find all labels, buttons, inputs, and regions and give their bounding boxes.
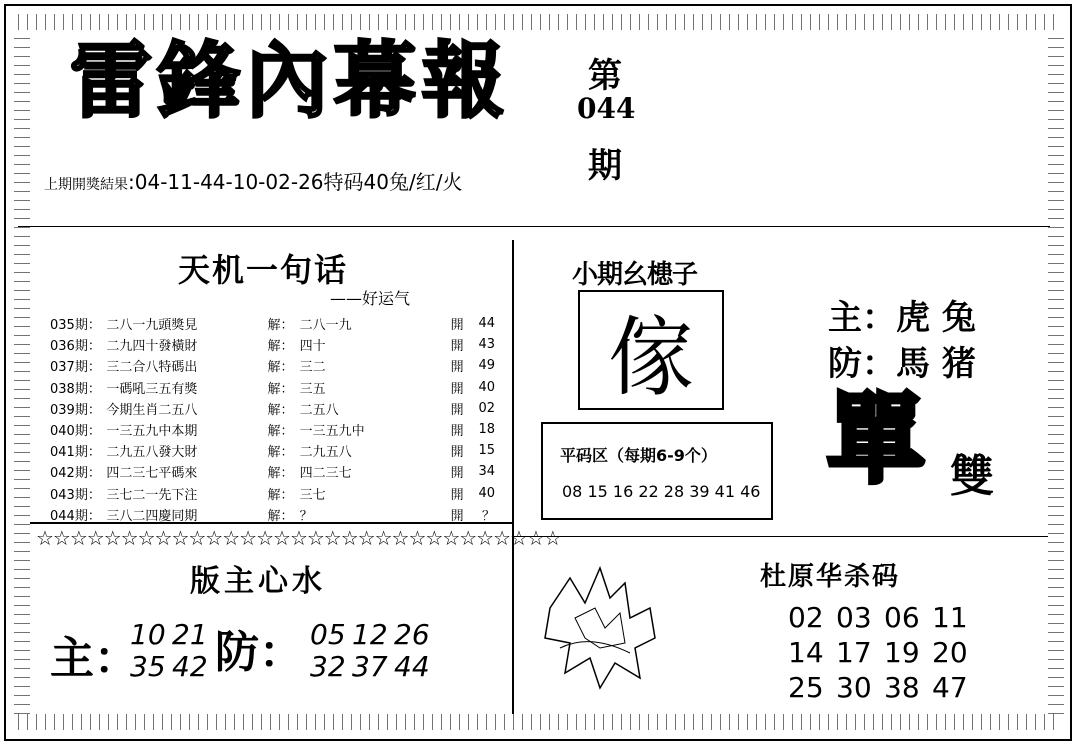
riddle-issue: 035期： bbox=[50, 318, 101, 334]
header-divider bbox=[18, 226, 1050, 227]
riddle-text: 三八二四慶同期 bbox=[106, 508, 198, 524]
riddle-answer: 二八一九 bbox=[299, 318, 352, 334]
riddle-issue: 040期： bbox=[50, 424, 101, 440]
border-strip-left bbox=[14, 30, 30, 714]
last-result-label: 上期開獎結果 bbox=[44, 177, 128, 193]
riddle-answer-label: 解： bbox=[267, 508, 294, 524]
riddle-open-value: 40 bbox=[478, 379, 495, 395]
riddle-text: 三二合八特碼出 bbox=[106, 360, 198, 376]
riddle-open-value: 49 bbox=[478, 358, 495, 374]
number: 38 bbox=[884, 671, 920, 704]
riddle-open-label: 開 bbox=[450, 339, 464, 355]
number: 05 bbox=[310, 618, 346, 651]
riddle-text: 二九五八發大財 bbox=[106, 445, 198, 461]
number: 42 bbox=[172, 650, 208, 683]
zodiac-guard bbox=[828, 336, 976, 385]
tianji-subtitle: ——好运气 bbox=[330, 289, 411, 308]
riddle-answer-label: 解： bbox=[267, 339, 294, 355]
number: 44 bbox=[394, 650, 430, 683]
riddle-issue: 037期： bbox=[50, 360, 101, 376]
riddle-open-value: 18 bbox=[478, 422, 495, 438]
banzhu-fang-row2 bbox=[310, 650, 436, 683]
border-strip-top bbox=[18, 14, 1058, 30]
riddle-text: 三七二一先下注 bbox=[106, 487, 198, 503]
riddle-open-value: 44 bbox=[478, 316, 495, 332]
riddle-answer-label: 解： bbox=[267, 381, 294, 397]
riddle-row bbox=[50, 355, 495, 376]
star-row: ☆☆☆☆☆☆☆☆☆☆☆☆☆☆☆☆☆☆☆☆☆☆☆☆☆☆☆☆☆☆☆ bbox=[36, 526, 561, 550]
riddle-open-value: 15 bbox=[478, 443, 495, 459]
number: 06 bbox=[884, 601, 920, 634]
number: 25 bbox=[788, 671, 824, 704]
riddle-open-label: 開 bbox=[450, 318, 464, 334]
riddle-issue: 042期： bbox=[50, 466, 101, 482]
riddle-answer-label: 解： bbox=[267, 360, 294, 376]
zodiac-main bbox=[828, 290, 976, 339]
riddle-open-label: 開 bbox=[450, 508, 464, 524]
riddle-text: 四二三七平碼來 bbox=[106, 466, 198, 482]
banzhu-fang-row1 bbox=[310, 618, 436, 651]
riddle-row bbox=[50, 483, 495, 504]
riddle-open-value: 02 bbox=[478, 400, 495, 416]
riddle-answer: 四二三七 bbox=[299, 466, 352, 482]
number: 37 bbox=[352, 650, 388, 683]
banzhu-zhu-row1 bbox=[130, 618, 214, 651]
number: 21 bbox=[172, 618, 208, 651]
flat-code-title: 平码区（每期6-9个） bbox=[560, 446, 717, 465]
riddle-answer: 三七 bbox=[299, 487, 326, 503]
riddle-open-value: 40 bbox=[478, 485, 495, 501]
riddle-row bbox=[50, 461, 495, 482]
issue-prefix: 第 bbox=[588, 56, 622, 96]
border-strip-bottom bbox=[18, 714, 1058, 730]
number: 26 bbox=[394, 618, 430, 651]
riddle-issue: 044期： bbox=[50, 508, 101, 524]
riddle-answer: ？ bbox=[299, 508, 313, 524]
riddle-answer-label: 解： bbox=[267, 487, 294, 503]
riddle-row bbox=[50, 504, 495, 525]
riddle-text: 一三五九中本期 bbox=[106, 424, 198, 440]
riddle-answer: 一三五九中 bbox=[299, 424, 365, 440]
riddle-table bbox=[50, 313, 495, 525]
last-result bbox=[44, 166, 462, 195]
right-divider bbox=[514, 536, 1048, 537]
center-divider bbox=[512, 240, 514, 714]
riddle-row bbox=[50, 334, 495, 355]
character-box bbox=[578, 290, 724, 410]
number: 47 bbox=[932, 671, 968, 704]
riddle-answer-label: 解： bbox=[267, 466, 294, 482]
page-title: 雷鋒內幕報 bbox=[70, 33, 511, 129]
riddle-text: 今期生肖二五八 bbox=[106, 402, 198, 418]
riddle-issue: 041期： bbox=[50, 445, 101, 461]
riddle-answer: 四十 bbox=[299, 339, 326, 355]
riddle-open-label: 開 bbox=[450, 487, 464, 503]
zodiac-main-value: 虎 兔 bbox=[896, 298, 976, 338]
riddle-answer-label: 解： bbox=[267, 318, 294, 334]
riddle-open-label: 開 bbox=[450, 424, 464, 440]
riddle-open-label: 開 bbox=[450, 466, 464, 482]
riddle-text: 一碼吼三五有獎 bbox=[106, 381, 198, 397]
kill-code-grid bbox=[788, 600, 980, 705]
tianji-title: 天机一句话 bbox=[178, 251, 349, 289]
zodiac-guard-label: 防： bbox=[828, 344, 896, 384]
number: 10 bbox=[130, 618, 166, 651]
riddle-text: 二九四十發橫財 bbox=[106, 339, 198, 355]
number: 19 bbox=[884, 636, 920, 669]
zodiac-main-label: 主： bbox=[828, 298, 896, 338]
dan-character: 單 bbox=[828, 383, 924, 496]
kill-row bbox=[788, 635, 980, 670]
number: 14 bbox=[788, 636, 824, 669]
number: 02 bbox=[788, 601, 824, 634]
kill-code-title: 杜原华杀码 bbox=[760, 562, 901, 592]
flat-code-box bbox=[541, 422, 773, 520]
riddle-open-label: 開 bbox=[450, 360, 464, 376]
riddle-text: 二八一九頭獎見 bbox=[106, 318, 198, 334]
riddle-issue: 043期： bbox=[50, 487, 101, 503]
banzhu-fang-label: 防： bbox=[215, 627, 303, 678]
riddle-row bbox=[50, 419, 495, 440]
riddle-row bbox=[50, 377, 495, 398]
kill-row bbox=[788, 670, 980, 705]
riddle-open-label: 開 bbox=[450, 402, 464, 418]
riddle-answer-label: 解： bbox=[267, 445, 294, 461]
number: 30 bbox=[836, 671, 872, 704]
shuang-character: 雙 bbox=[950, 451, 994, 502]
zodiac-guard-value: 馬 猪 bbox=[896, 344, 976, 384]
riddle-answer-label: 解： bbox=[267, 424, 294, 440]
flat-code-numbers: 08 15 16 22 28 39 41 46 bbox=[562, 482, 761, 501]
sketch-image bbox=[530, 548, 690, 698]
number: 11 bbox=[932, 601, 968, 634]
banzhu-title: 版主心水 bbox=[190, 564, 326, 599]
issue-number: 044 bbox=[577, 92, 636, 125]
number: 32 bbox=[310, 650, 346, 683]
riddle-row bbox=[50, 398, 495, 419]
small-sub-title: 小期幺槵子 bbox=[572, 260, 698, 290]
riddle-answer: 二九五八 bbox=[299, 445, 352, 461]
banzhu-zhu-row2 bbox=[130, 650, 214, 683]
riddle-row bbox=[50, 313, 495, 334]
number: 20 bbox=[932, 636, 968, 669]
number: 35 bbox=[130, 650, 166, 683]
banzhu-zhu-label: 主： bbox=[50, 633, 138, 684]
riddle-answer-label: 解： bbox=[267, 402, 294, 418]
riddle-issue: 039期： bbox=[50, 402, 101, 418]
border-strip-right bbox=[1048, 30, 1064, 714]
riddle-answer: 二五八 bbox=[299, 402, 339, 418]
riddle-open-value: ？ bbox=[481, 508, 495, 524]
riddle-open-label: 開 bbox=[450, 381, 464, 397]
number: 17 bbox=[836, 636, 872, 669]
riddle-issue: 038期： bbox=[50, 381, 101, 397]
riddle-answer: 三五 bbox=[299, 381, 326, 397]
kill-row bbox=[788, 600, 980, 635]
last-result-value: :04-11-44-10-02-26特码40兔/红/火 bbox=[128, 170, 463, 194]
riddle-open-value: 34 bbox=[478, 464, 495, 480]
riddle-issue: 036期： bbox=[50, 339, 101, 355]
number: 12 bbox=[352, 618, 388, 651]
riddle-answer: 三二 bbox=[299, 360, 326, 376]
riddle-open-label: 開 bbox=[450, 445, 464, 461]
big-character: 傢 bbox=[608, 308, 694, 408]
riddle-open-value: 43 bbox=[478, 337, 495, 353]
issue-suffix: 期 bbox=[588, 146, 622, 186]
riddle-row bbox=[50, 440, 495, 461]
number: 03 bbox=[836, 601, 872, 634]
